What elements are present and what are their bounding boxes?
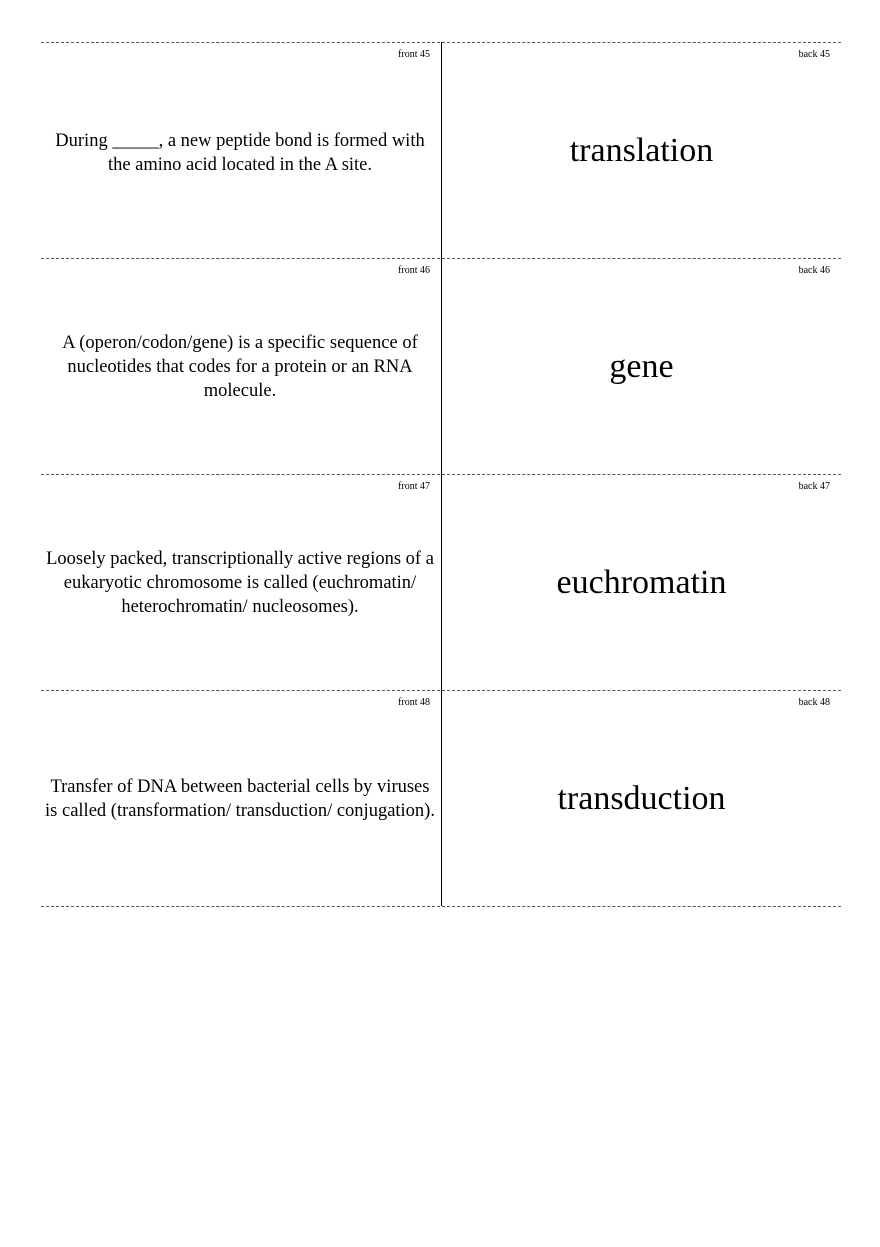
card-back <box>442 475 841 690</box>
card-front <box>41 43 441 258</box>
answer-text: transduction <box>557 779 726 817</box>
question-text: During _____, a new peptide bond is formed with the amino acid located in the A site. <box>55 130 425 175</box>
answer-text: translation <box>569 131 714 169</box>
front-label: front 46 <box>398 265 430 276</box>
flashcard-sheet <box>41 42 841 906</box>
back-label: back 48 <box>798 697 830 708</box>
front-label: front 45 <box>398 49 430 60</box>
answer-text: euchromatin <box>556 563 727 601</box>
front-label: front 47 <box>398 481 430 492</box>
question-text: Loosely packed, transcriptionally active regions of a eukaryotic chromosome is called (euchromatin/ heterochromatin/ nucleosomes). <box>46 548 434 617</box>
question-text: Transfer of DNA between bacterial cells by viruses is called (transformation/ transduction/ conjugation). <box>45 776 435 821</box>
card-back <box>442 43 841 258</box>
front-label: front 48 <box>398 697 430 708</box>
back-label: back 46 <box>798 265 830 276</box>
answer-text: gene <box>609 347 674 385</box>
card-front <box>41 259 441 474</box>
card-back <box>442 691 841 906</box>
back-label: back 45 <box>798 49 830 60</box>
question-text: A (operon/codon/gene) is a specific sequence of nucleotides that codes for a protein or an RNA molecule. <box>62 332 418 401</box>
card-back <box>442 259 841 474</box>
card-front <box>41 691 441 906</box>
card-front <box>41 475 441 690</box>
back-label: back 47 <box>798 481 830 492</box>
fold-line <box>441 42 442 906</box>
